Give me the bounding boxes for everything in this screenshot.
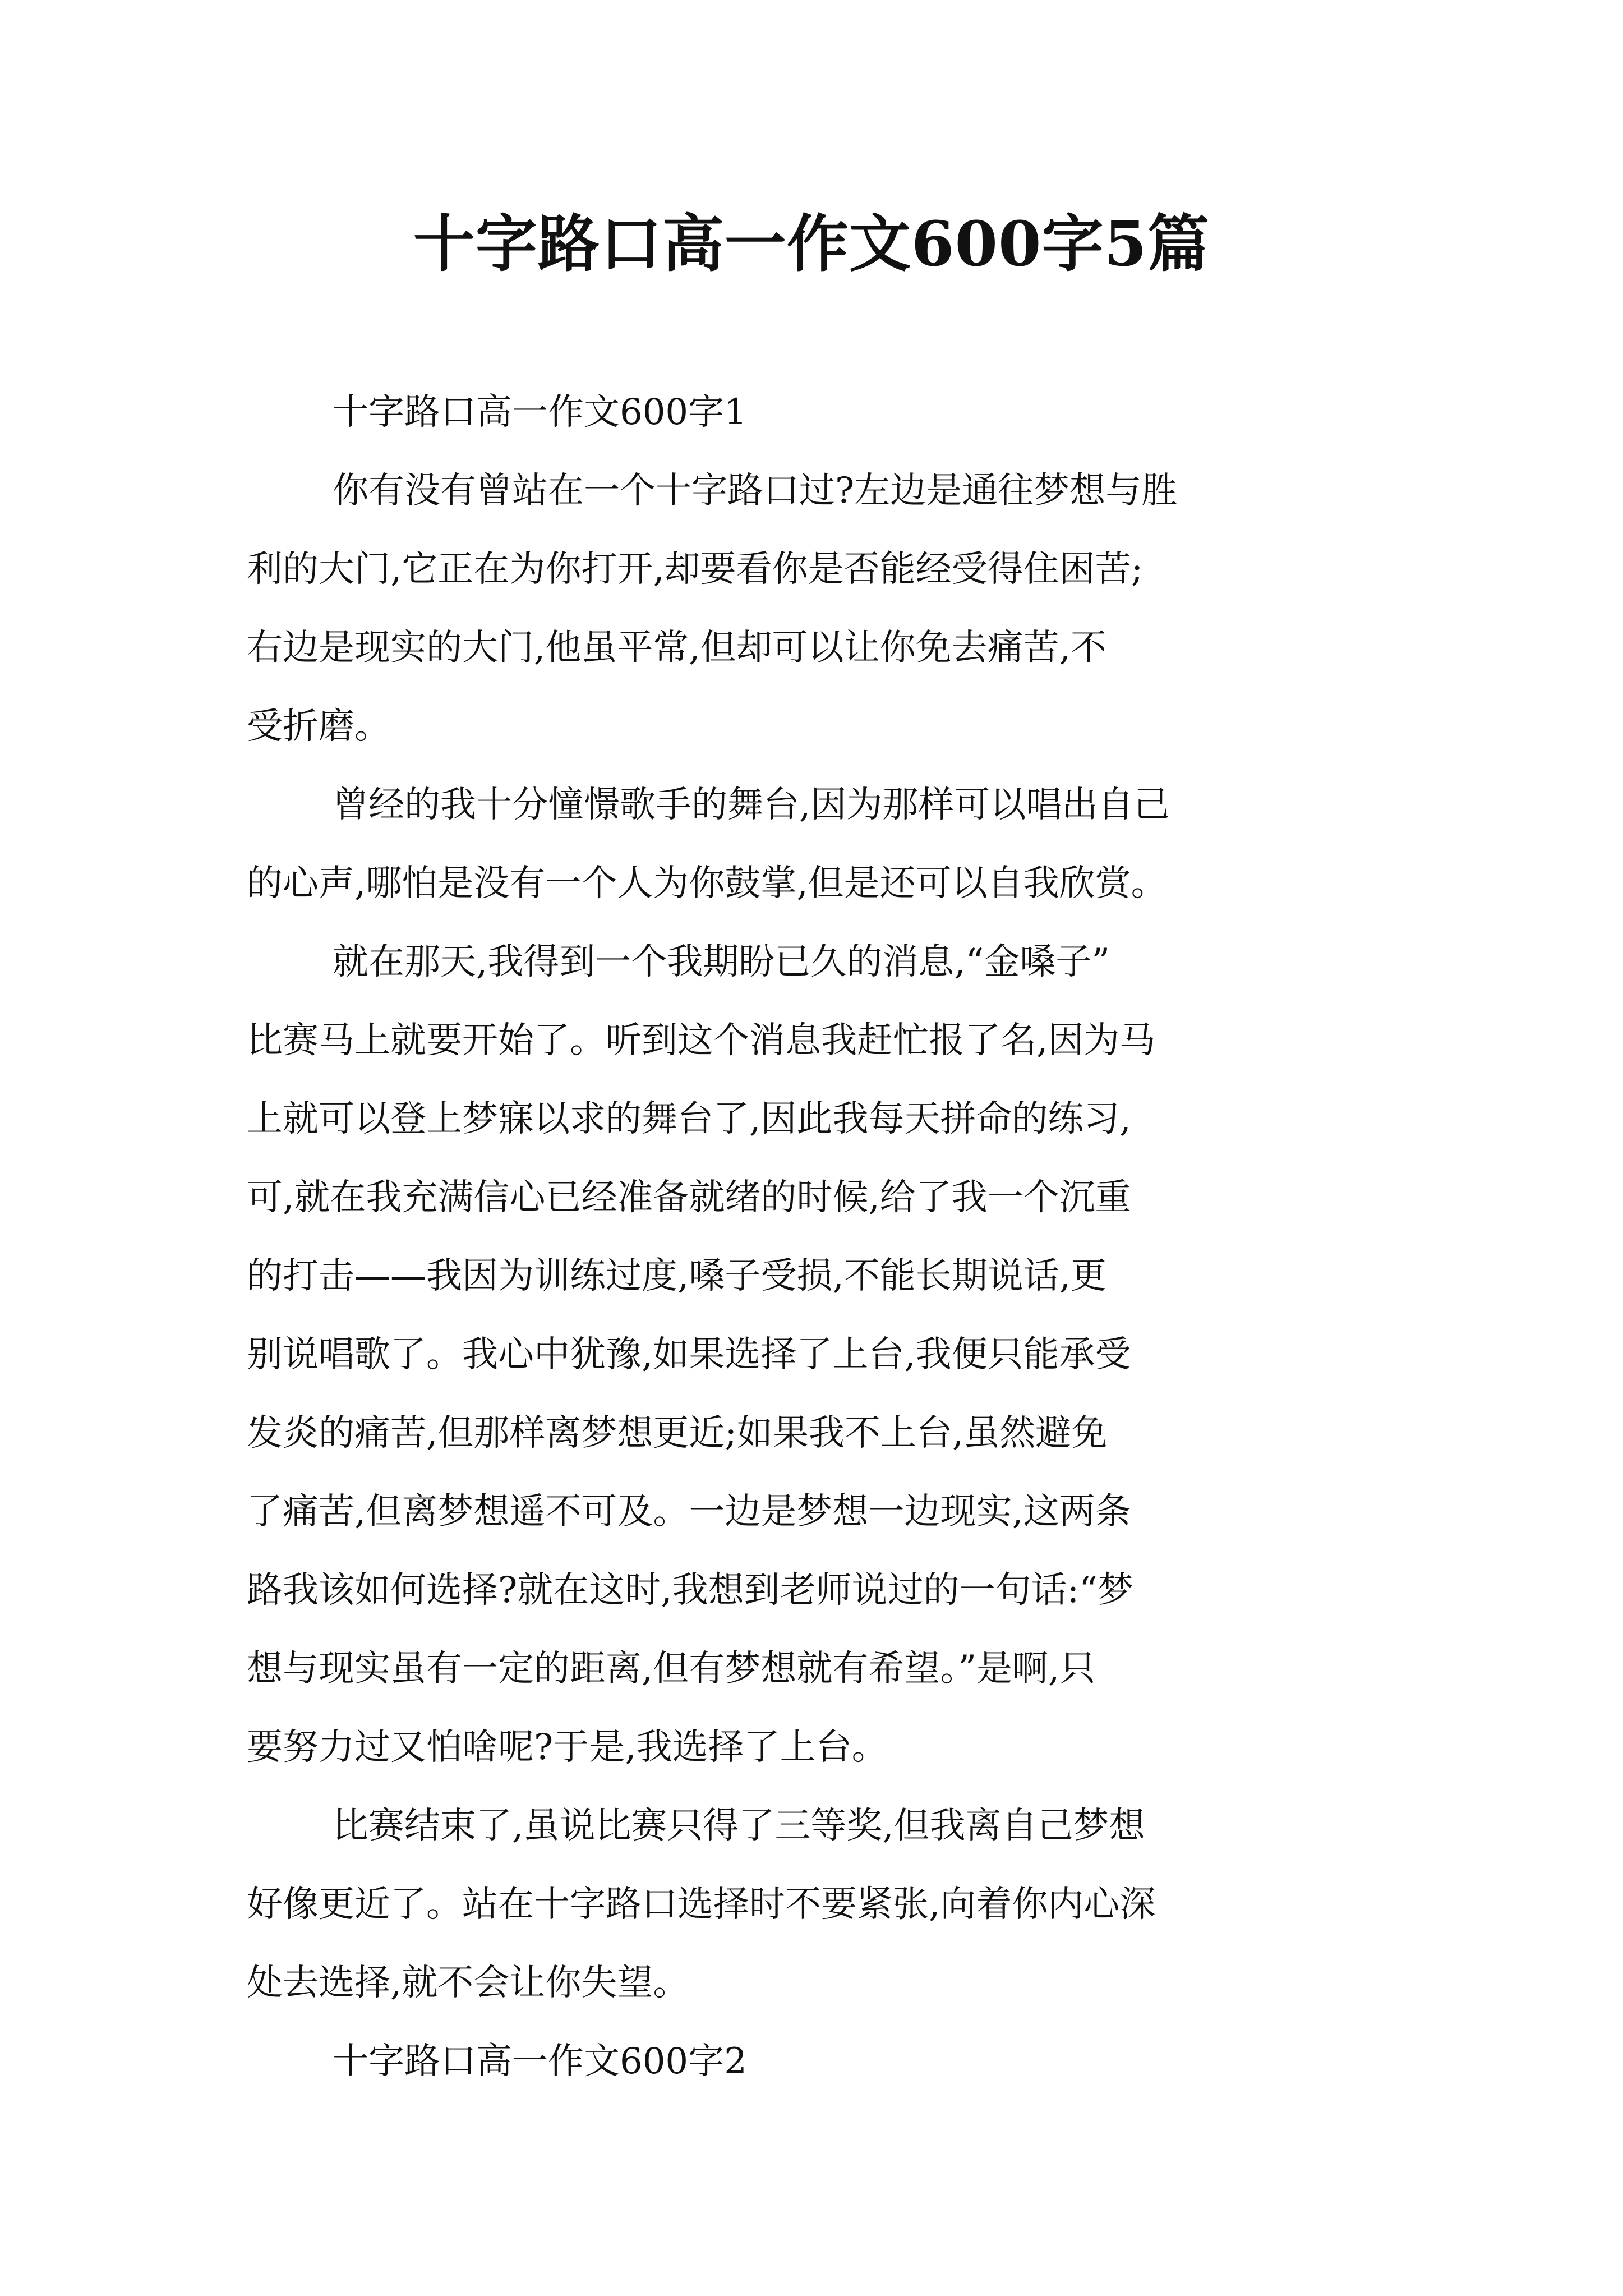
paragraph-line: 可,就在我充满信心已经准备就绪的时候,给了我一个沉重 [247,1177,1131,1218]
paragraph-line: 比赛马上就要开始了。听到这个消息我赶忙报了名,因为马 [247,1020,1156,1061]
paragraph-line: 上就可以登上梦寐以求的舞台了,因此我每天拼命的练习, [247,1098,1131,1140]
paragraph-line: 受折磨。 [247,706,390,747]
paragraph-line: 你有没有曾站在一个十字路口过?左边是通往梦想与胜 [333,470,1178,512]
paragraph-line: 的打击——我因为训练过度,嗓子受损,不能长期说话,更 [247,1255,1107,1297]
section-heading-1: 十字路口高一作文600字1 [333,392,747,433]
paragraph-line: 要努力过又怕啥呢?于是,我选择了上台。 [247,1727,888,1768]
paragraph-line: 想与现实虽有一定的距离,但有梦想就有希望。”是啊,只 [247,1648,1096,1690]
paragraph-line: 发炎的痛苦,但那样离梦想更近;如果我不上台,虽然避免 [247,1412,1108,1454]
paragraph-line: 了痛苦,但离梦想遥不可及。一边是梦想一边现实,这两条 [247,1491,1131,1533]
paragraph-line: 利的大门,它正在为你打开,却要看你是否能经受得住困苦; [247,549,1144,590]
section-heading-2: 十字路口高一作文600字2 [333,2041,747,2082]
paragraph-line: 别说唱歌了。我心中犹豫,如果选择了上台,我便只能承受 [247,1334,1131,1375]
paragraph-line: 就在那天,我得到一个我期盼已久的消息,“金嗓子” [333,941,1110,983]
document-title: 十字路口高一作文600字5篇 [413,208,1210,280]
paragraph-line: 曾经的我十分憧憬歌手的舞台,因为那样可以唱出自己 [333,784,1170,826]
paragraph-line: 好像更近了。站在十字路口选择时不要紧张,向着你内心深 [247,1884,1156,1925]
paragraph-line: 的心声,哪怕是没有一个人为你鼓掌,但是还可以自我欣赏。 [247,863,1167,904]
paragraph-line: 右边是现实的大门,他虽平常,但却可以让你免去痛苦,不 [247,627,1107,669]
paragraph-line: 路我该如何选择?就在这时,我想到老师说过的一句话:“梦 [247,1570,1133,1611]
paragraph-line: 比赛结束了,虽说比赛只得了三等奖,但我离自己梦想 [333,1805,1145,1847]
paragraph-line: 处去选择,就不会让你失望。 [247,1962,689,2004]
